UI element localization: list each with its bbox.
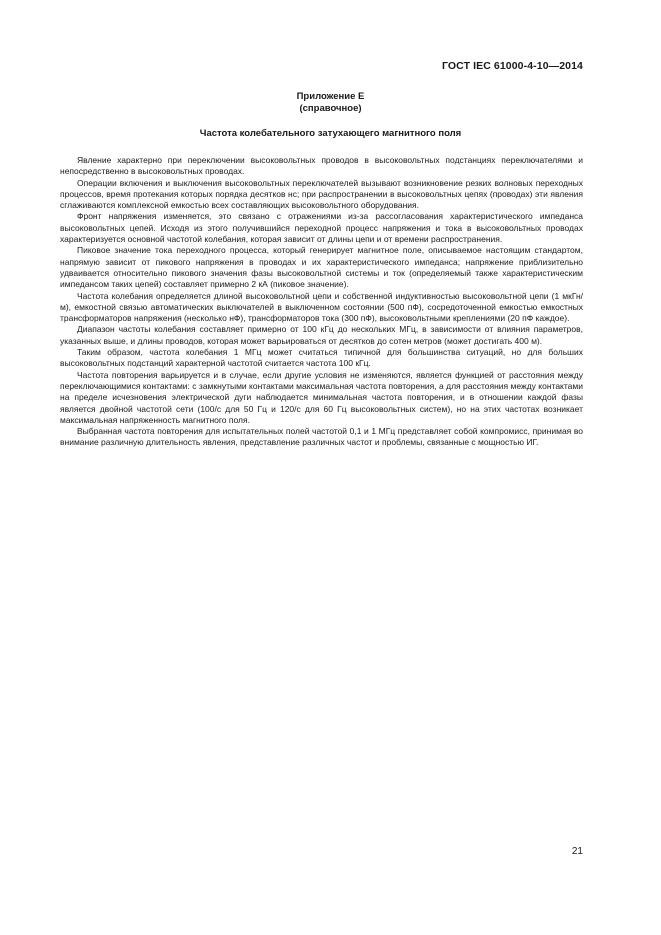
paragraph: Таким образом, частота колебания 1 МГц может считаться типичной для большинства ситуаций, но для больших высоковольтных подстанций характерной частотой считается частота 100 кГц. — [60, 347, 583, 369]
paragraph: Выбранная частота повторения для испытательных полей частотой 0,1 и 1 МГц представляет собой компромисс, принимая во внимание различную длительность явления, представление различных частот и проблемы, связанные с мощностью ИГ. — [60, 426, 583, 448]
section-title: Частота колебательного затухающего магнитного поля — [199, 128, 462, 139]
paragraph: Явление характерно при переключении высоковольтных проводов в высоковольтных подстанциях переключателями и непосредственно в высоковольтных проводах. — [60, 155, 583, 177]
annex-subtitle: (справочное) — [299, 103, 362, 114]
page-number: 21 — [571, 846, 583, 857]
paragraph: Фронт напряжения изменяется, это связано с отражениями из-за рассогласования характеристического импеданса высоковольтных цепей. Исходя из этого получившийся переходной процесс напряжения и тока в высоковольтных проводах характеризуется основной частотой колебания, которая зависит от длины цепи и от времени распространения. — [60, 211, 583, 245]
paragraph: Частота повторения варьируется и в случае, если другие условия не изменяются, является функцией от расстояния между переключающимися контактами: с замкнутыми контактами максимальная частота повторения, а для расстояния между контактами на пределе исчезновения электрической дуги наблюдается минимальная частота повторения, и в отношении каждой фазы является двойной частотой сети (100/с для 50 Гц и 120/с для 60 Гц высоковольтных систем), но на этих частотах возникает максимальная напряженность магнитного поля. — [60, 369, 583, 425]
paragraph: Пиковое значение тока переходного процесса, который генерирует магнитное поле, описываемое настоящим стандартом, напрямую зависит от пикового напряжения в проводах и их характеристического импеданса; напряжение приблизительно удваивается относительно пикового значения фазы высоковольтной системы и ток (определяемый также характеристическим импедансом таких цепей) составляет примерно 2 кА (пиковое значение). — [60, 245, 583, 290]
document-body — [60, 155, 583, 449]
document-standard-header: ГОСТ IEC 61000-4-10—2014 — [441, 60, 583, 72]
paragraph: Диапазон частоты колебания составляет примерно от 100 кГц до нескольких МГц, в зависимости от влияния параметров, указанных выше, и длины проводов, которая может варьироваться от десятков до сотен метров (может достигать 400 м). — [60, 324, 583, 346]
paragraph: Операции включения и выключения высоковольтных переключателей вызывают возникновение резких волновых переходных процессов, время протекания которых порядка десятков нс; при распространении в высоковольтных цепях (проводах) эти явления сглаживаются комплексной емкостью всех составляющих высоковольтного оборудования. — [60, 177, 583, 211]
paragraph: Частота колебания определяется длиной высоковольтной цепи и собственной индуктивностью высоковольтной цепи (1 мкГн/м), емкостной связью автоматических выключателей в выключенном состоянии (500 пФ), сосредоточенной емкостью емкостных трансформаторов напряжения (несколько нФ), трансформаторов тока (300 пФ), высоковольтными креплениями (20 пФ каждое). — [60, 290, 583, 324]
annex-heading — [0, 91, 661, 115]
annex-title: Приложение Е — [296, 91, 365, 102]
